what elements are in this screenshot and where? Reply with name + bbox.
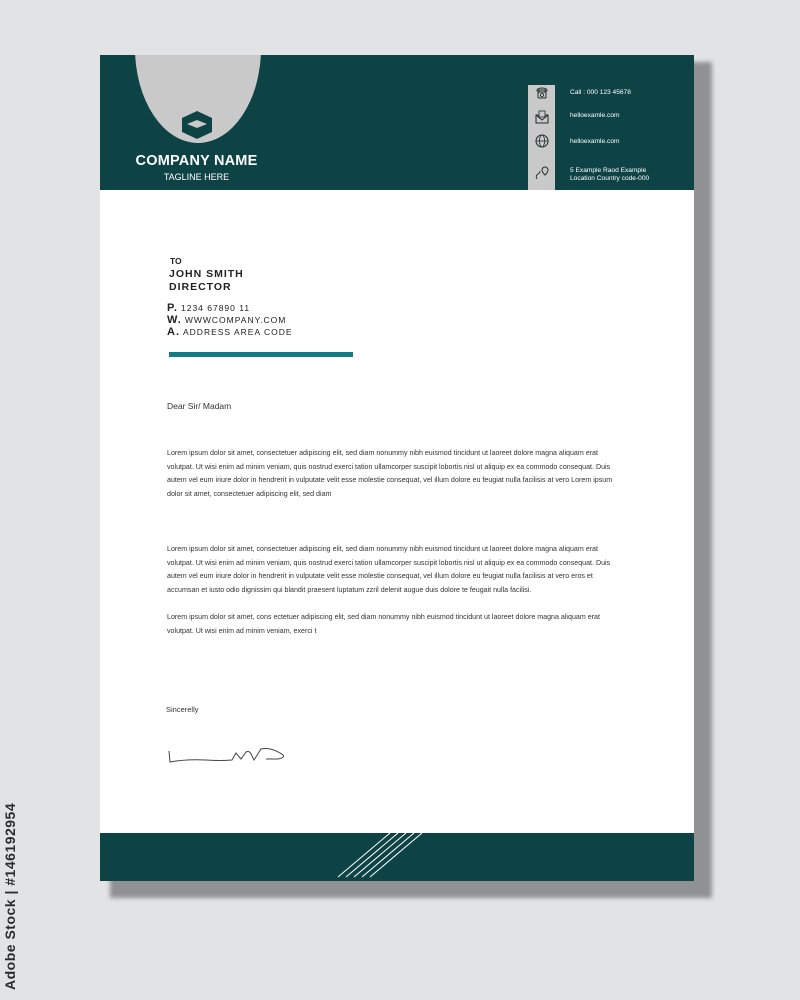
recipient-name: JOHN SMITH xyxy=(169,268,244,280)
body-paragraph-2: Lorem ipsum dolor sit amet, consectetuer adipiscing elit, sed diam nonummy nibh euismod tincidunt ut laoreet dolore magna aliquam erat volutpat. Ut wisi enim ad minim veniam, quis nostrud exerci tation ullamcorper suscipit lobortis nisl ut aliquip ex ea commodo consequat. Duis autem vel eum iriure dolor in hendrerit in vulputate velit esse molestie consequat, vel illum dolore eu feugiat nulla facilisis at vero eros et accumsan et iusto odio dignissim qui blandit praesent luptatum zzril delenit augue duis dolore te feugait nulla facilisi. xyxy=(167,545,611,594)
accent-bar xyxy=(169,352,353,357)
recipient-title: DIRECTOR xyxy=(169,281,232,293)
letterhead-footer xyxy=(100,833,694,881)
hexagon-logo-icon xyxy=(180,110,214,140)
contact-address xyxy=(570,167,649,183)
salutation: Dear Sir/ Madam xyxy=(167,401,232,411)
contact-address-line1: 5 Example Raod Example xyxy=(570,167,647,174)
web-prefix: W. xyxy=(167,314,182,326)
contact-address-line2: Location Country code-000 xyxy=(570,175,650,182)
closing: Sincerelly xyxy=(166,705,199,714)
contact-email: helloexamle.com xyxy=(570,112,620,119)
letterhead-header xyxy=(100,55,694,190)
web-value: WWWCOMPANY.COM xyxy=(184,315,287,325)
phone-value: 1234 67890 11 xyxy=(180,303,251,313)
footer-diagonal-lines xyxy=(330,833,440,881)
body-paragraph-3: Lorem ipsum dolor sit amet, cons ectetuer adipiscing elit, sed diam nonummy nibh euismod tincidunt ut laoreet dolore magna aliquam erat volutpat. Ut wisi enim ad minim veniam, exerci t xyxy=(167,613,600,635)
location-pin-icon xyxy=(534,165,550,181)
recipient-address xyxy=(167,326,293,338)
contact-website: helloexamle.com xyxy=(570,138,620,145)
contact-call: Call : 000 123 45678 xyxy=(570,89,631,96)
body-paragraph-1: Lorem ipsum dolor sit amet, consectetuer adipiscing elit, sed diam nonummy nibh euismod tincidunt ut laoreet dolore magna aliquam erat volutpat. Ut wisi enim ad minim veniam, quis nostrud exerci tation ullamcorper suscipit lobortis nisl ut aliquip ex ea commodo consequat. Duis autem vel eum iriure dolor in hendrerit in vulputate velit esse molestie consequat, vel illum dolore eu feugiat nulla facilisis at vero Lorem ipsum dolor sit amet, consectetuer adipiscing elit, sed diam xyxy=(167,449,613,498)
company-tagline: TAGLINE HERE xyxy=(163,172,230,182)
mail-icon xyxy=(534,109,550,125)
recipient-phone xyxy=(167,302,250,314)
recipient-web xyxy=(167,314,286,326)
to-label: TO xyxy=(170,256,182,266)
letterhead-page xyxy=(100,55,694,881)
phone-icon xyxy=(534,85,550,101)
company-name: COMPANY NAME xyxy=(135,153,258,169)
address-prefix: A. xyxy=(167,326,180,338)
address-value: ADDRESS AREA CODE xyxy=(183,327,293,337)
phone-prefix: P. xyxy=(167,302,178,314)
globe-icon xyxy=(534,133,550,149)
signature xyxy=(166,745,296,770)
stock-id-label: Adobe Stock | #146192954 xyxy=(2,802,18,990)
